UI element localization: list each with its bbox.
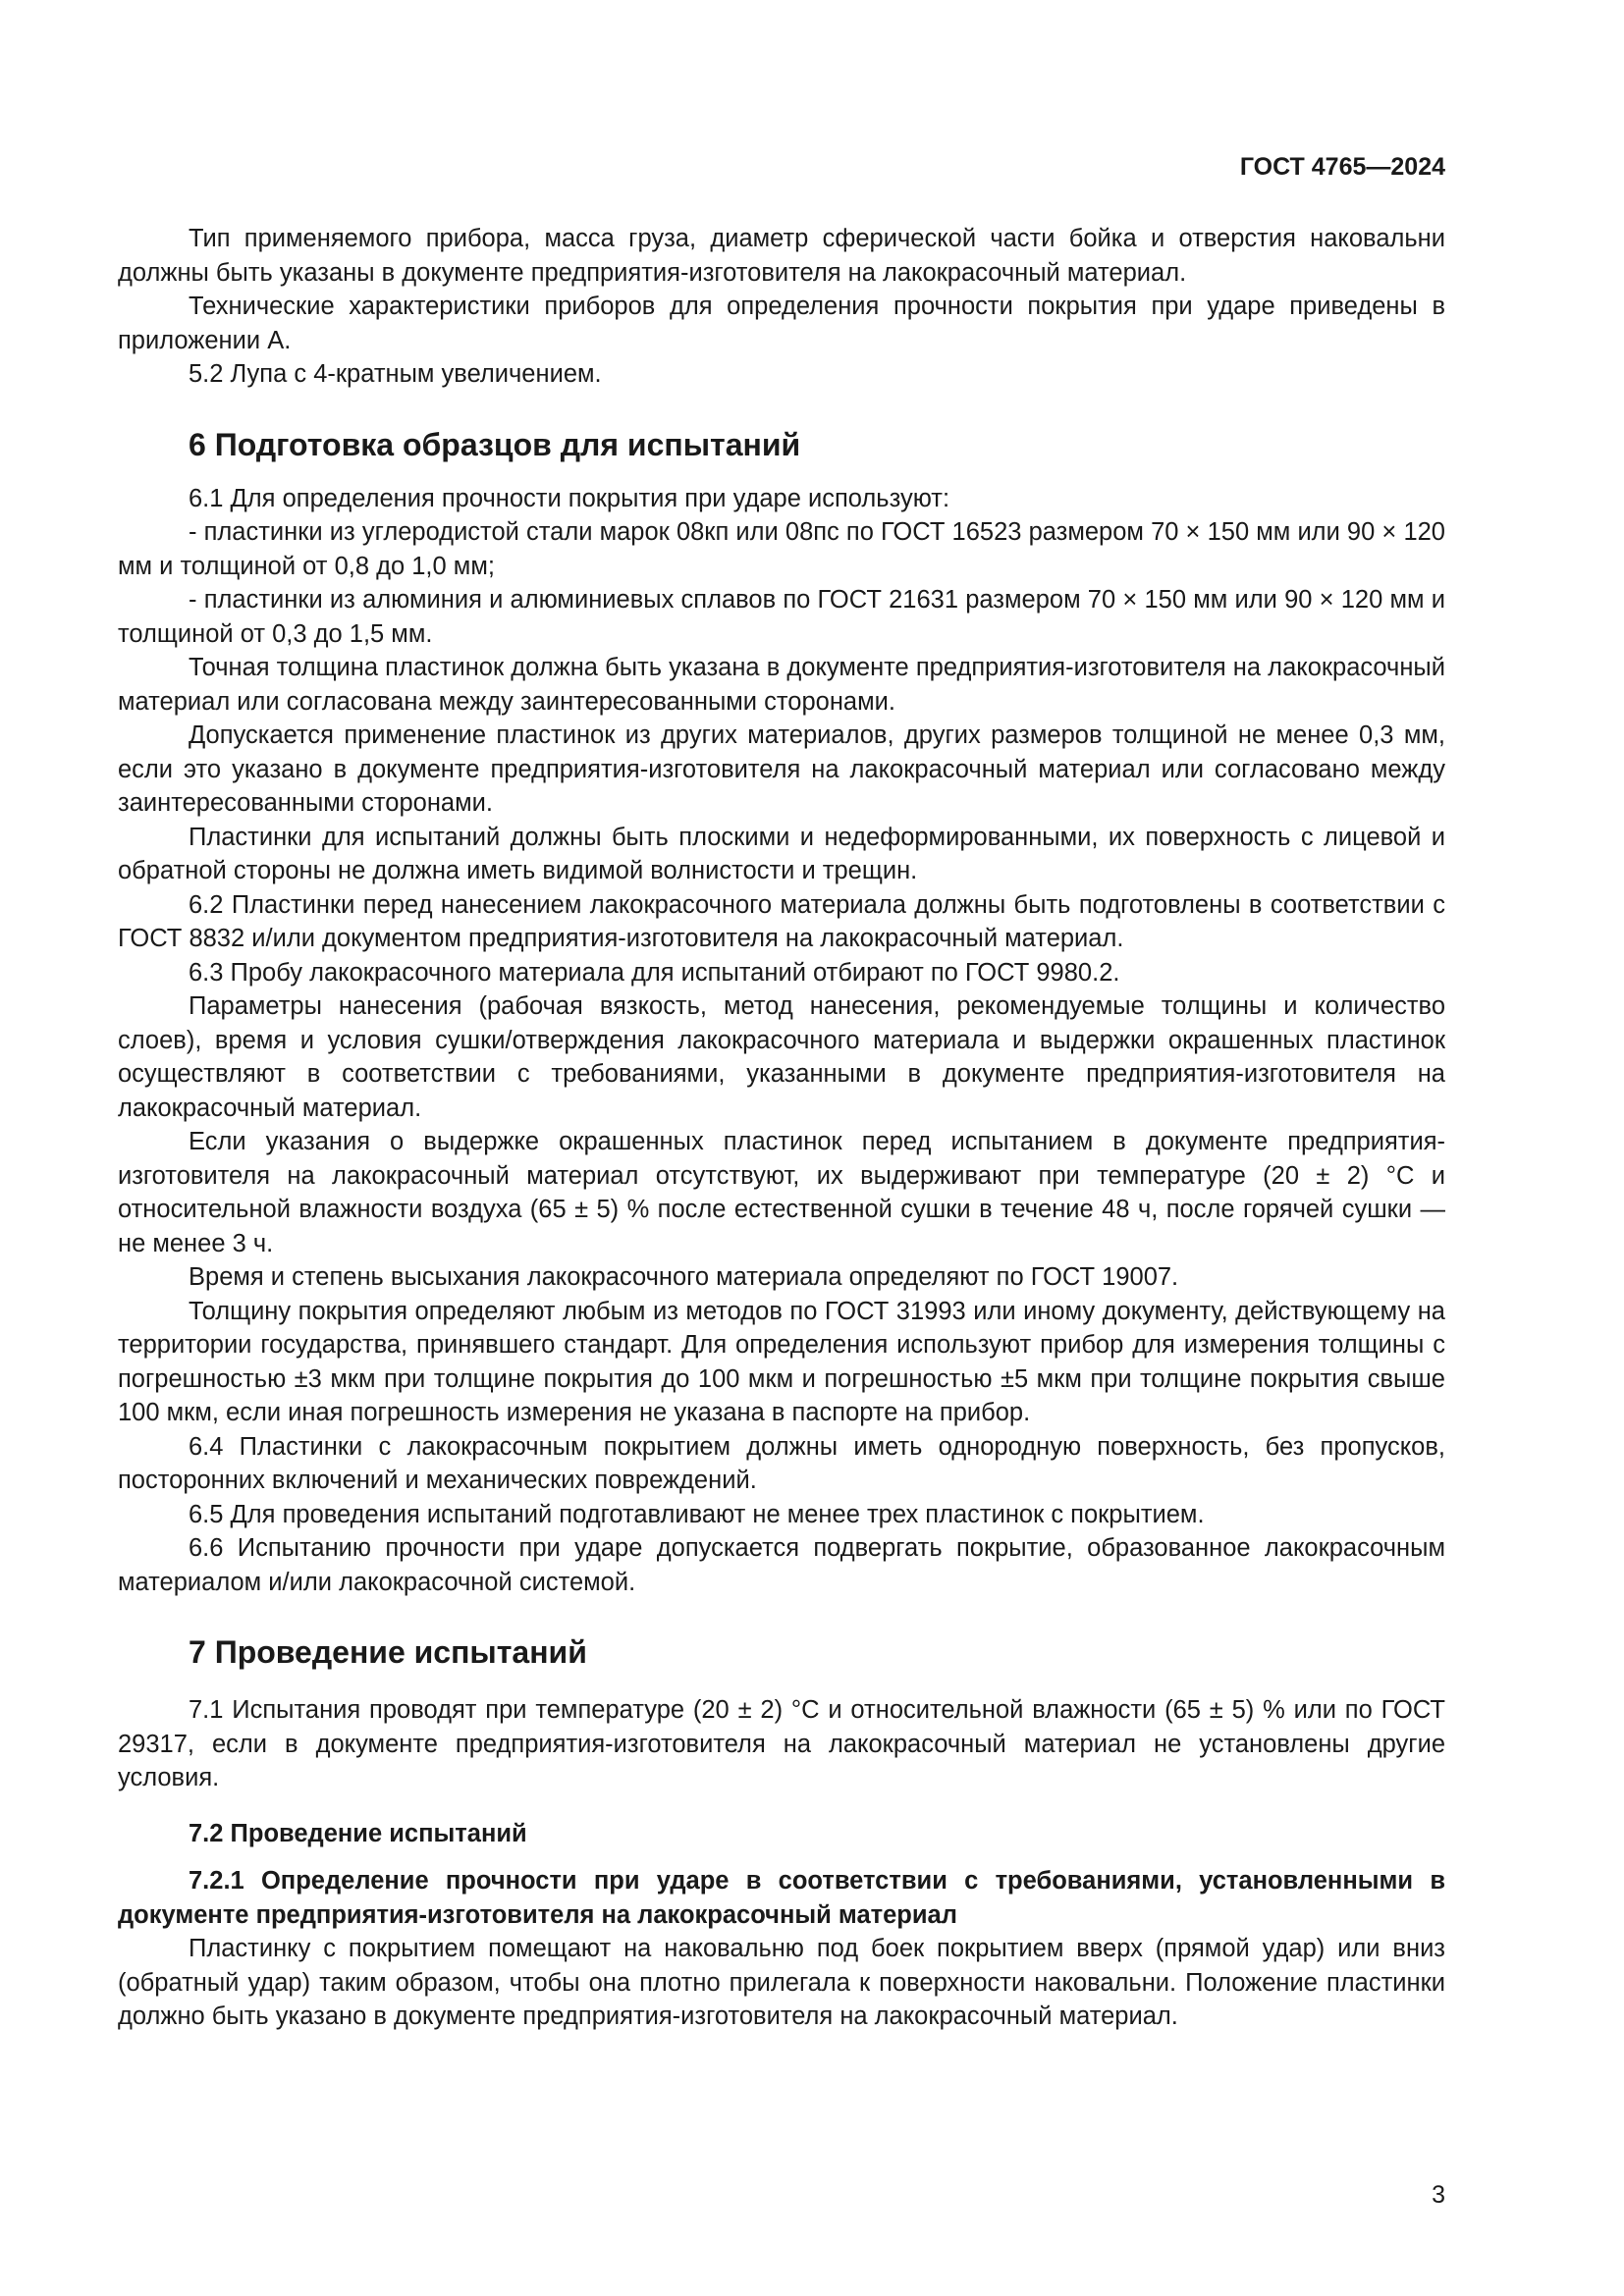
paragraph: Если указания о выдержке окрашенных пластинок перед испытанием в документе предприятия-изготовителя на лакокрасочный материал отсутствуют, их выдерживают при температуре (20 ± 2) °С и относительной влажности воздуха (65 ± 5) % после естественной сушки в течение 48 ч, после горячей сушки — не менее 3 ч. — [118, 1128, 1445, 1257]
document-header-id: ГОСТ 4765—2024 — [1239, 153, 1445, 181]
paragraph: 6.2 Пластинки перед нанесением лакокрасочного материала должны быть подготовлены в соответствии с ГОСТ 8832 и/или документом предприятия-изготовителя на лакокрасочный материал. — [118, 890, 1445, 952]
paragraph: Пластинку с покрытием помещают на наковальню под боек покрытием вверх (прямой удар) или вниз (обратный удар) таким образом, чтобы она плотно прилегала к поверхности наковальни. Положение пластинки должно быть указано в документе предприятия-изготовителя на лакокрасочный материал. — [118, 1935, 1445, 2030]
document-body — [118, 222, 1445, 2034]
paragraph: Допускается применение пластинок из других материалов, других размеров толщиной не менее 0,3 мм, если это указано в документе предприятия-изготовителя на лакокрасочный материал или согласовано между заинтересованными сторонами. — [118, 721, 1445, 817]
paragraph: Пластинки для испытаний должны быть плоскими и недеформированными, их поверхность с лицевой и обратной стороны не должна иметь видимой волнистости и трещин. — [118, 823, 1445, 884]
paragraph: Толщину покрытия определяют любым из методов по ГОСТ 31993 или иному документу, действующему на территории государства, принявшего стандарт. Для определения используют прибор для измерения толщины с погрешностью ±3 мкм при толщине покрытия до 100 мкм и погрешностью ±5 мкм при толщине покрытия свыше 100 мкм, если иная погрешность измерения не указана в паспорте на прибор. — [118, 1297, 1445, 1426]
paragraph: Параметры нанесения (рабочая вязкость, метод нанесения, рекомендуемые толщины и количество слоев), время и условия сушки/отверждения лакокрасочного материала и выдержки окрашенных пластинок осуществляют в соответствии с требованиями, указанными в документе предприятия-изготовителя на лакокрасочный материал. — [118, 992, 1445, 1122]
paragraph: Точная толщина пластинок должна быть указана в документе предприятия-изготовителя на лакокрасочный материал или согласована между заинтересованными сторонами. — [118, 654, 1445, 716]
subsection-7-2-heading: 7.2 Проведение испытаний — [189, 1819, 527, 1847]
paragraph: 6.6 Испытанию прочности при ударе допускается подвергать покрытие, образованное лакокрасочным материалом и/или лакокрасочной системой. — [118, 1534, 1445, 1596]
paragraph: 6.1 Для определения прочности покрытия при ударе используют: — [189, 484, 950, 512]
paragraph: 7.1 Испытания проводят при температуре (20 ± 2) °С и относительной влажности (65 ± 5) % или по ГОСТ 29317, если в документе предприятия-изготовителя на лакокрасочный материал не установлены другие условия. — [118, 1696, 1445, 1791]
paragraph: 6.4 Пластинки с лакокрасочным покрытием должны иметь однородную поверхность, без пропусков, посторонних включений и механических повреждений. — [118, 1432, 1445, 1494]
paragraph: Тип применяемого прибора, масса груза, диаметр сферической части бойка и отверстия наковальни должны быть указаны в документе предприятия-изготовителя на лакокрасочный материал. — [118, 225, 1445, 287]
paragraph: 5.2 Лупа с 4-кратным увеличением. — [189, 360, 602, 388]
section-7-heading: 7 Проведение испытаний — [189, 1634, 587, 1670]
page-number: 3 — [1432, 2181, 1445, 2209]
list-item: - пластинки из алюминия и алюминиевых сплавов по ГОСТ 21631 размером 70 × 150 мм или 90 × 120 мм и толщиной от 0,3 до 1,5 мм. — [118, 586, 1445, 648]
subsection-7-2-1-heading: 7.2.1 Определение прочности при ударе в соответствии с требованиями, установленными в документе предприятия-изготовителя на лакокрасочный материал — [118, 1867, 1445, 1929]
paragraph: Технические характеристики приборов для определения прочности покрытия при ударе приведены в приложении А. — [118, 293, 1445, 354]
paragraph: Время и степень высыхания лакокрасочного материала определяют по ГОСТ 19007. — [189, 1263, 1179, 1291]
list-item: - пластинки из углеродистой стали марок 08кп или 08пс по ГОСТ 16523 размером 70 × 150 мм или 90 × 120 мм и толщиной от 0,8 до 1,0 мм; — [118, 518, 1445, 580]
section-6-heading: 6 Подготовка образцов для испытаний — [189, 426, 801, 462]
paragraph: 6.3 Пробу лакокрасочного материала для испытаний отбирают по ГОСТ 9980.2. — [189, 958, 1120, 987]
paragraph: 6.5 Для проведения испытаний подготавливают не менее трех пластинок с покрытием. — [189, 1500, 1205, 1528]
